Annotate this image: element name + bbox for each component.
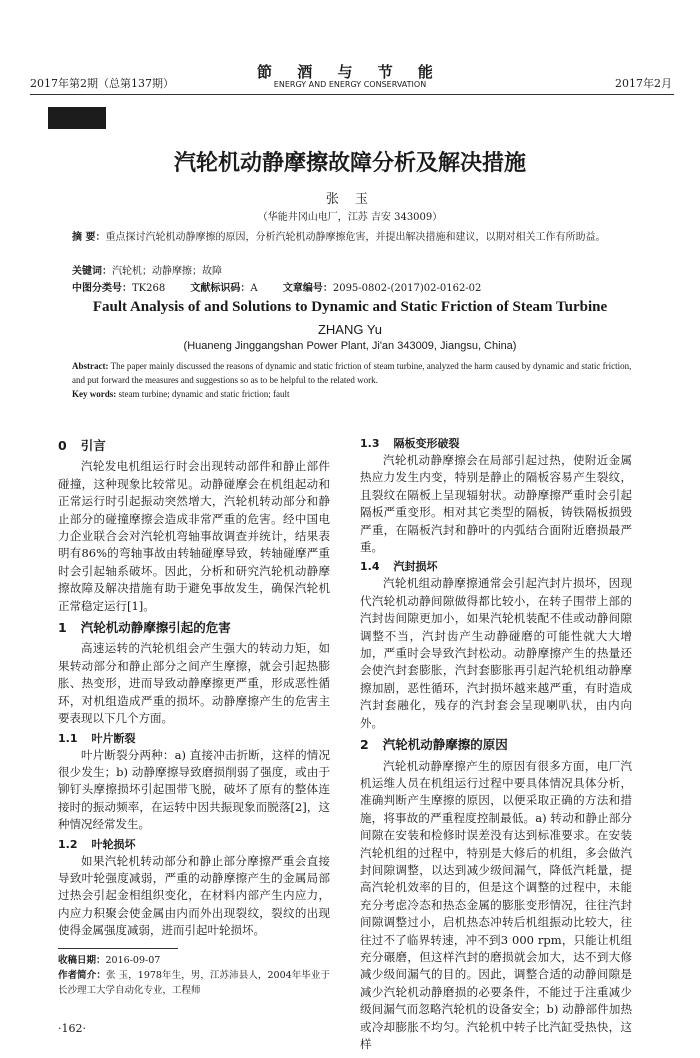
paragraph: 叶片断裂分两种：a) 直接冲击折断，这样的情况很少发生；b) 动静摩擦导致磨损削弱了强度，或由于铆钉头摩擦损坏引起围带飞脱，破坏了原有的整体连接时的振动频率，在运转中因共振现象而脱落[2]，这种情况经常发生。: [58, 747, 330, 832]
header-rule: [30, 94, 674, 95]
subsection-heading-1-3: 1.3 隔板变形破裂: [360, 437, 460, 450]
paragraph: 汽轮发电机组运行时会出现转动部件和静止部件碰撞，这种现象比较常见。动静碰摩会在机组起动和正常运行时引起振动突然增大，汽轮机转动部分和静止部分的碰撞摩擦会造成非常严重的危害。经中国电力企业联合会对汽轮机弯轴事故调查并统计，结果表明有86%的弯轴事故由转轴碰摩导致，转轴碰摩严重时会引起轴系破坏。因此，分析和研究汽轮机动静摩擦故障及解决措施有助于避免事故发生，确保汽轮机正常稳定运行[1]。: [58, 459, 330, 613]
journal-logo-cn: 節 酒 与 节 能: [257, 63, 443, 81]
abstract-label: 摘 要：: [72, 232, 106, 243]
paragraph: 如果汽轮机转动部分和静止部分摩擦严重会直接导致叶轮强度减弱，严重的动静摩擦产生的金属局部过热会引起金相组织变化，在材料内部产生内应力，内应力积聚会使金属由内而外出现裂纹，裂纹的出现使得金属强度减弱，进而引起叶轮损坏。: [58, 853, 330, 938]
paragraph: 汽轮机动静摩擦会在局部引起过热，使附近金属热应力发生内变，特别是静止的隔板容易产生裂纹，且裂纹在隔板上呈现辐射状。动静摩擦严重时会引起隔板严重变形。相对其它类型的隔板，铸铁隔板损毁严重，在隔板汽封和静叶的内弧结合面附近磨损最严重。: [360, 453, 632, 555]
affiliation-en: (Huaneng Jinggangshan Power Plant, Ji'an 343009, Jiangsu, China): [183, 340, 517, 352]
article-no-value: 2095-0802-(2017)02-0162-02: [332, 283, 482, 294]
page-number: ·162·: [58, 1022, 86, 1035]
section-heading-0: 0 引言: [58, 438, 106, 453]
keywords-text-cn: 汽轮机；动静摩擦；故障: [112, 266, 222, 277]
subsection-heading-1-4: 1.4 汽封损坏: [360, 560, 438, 574]
abstract-text-en: The paper mainly discussed the reasons of dynamic and static friction of steam turbine, analyzed the harm caused by dynamic and static friction, and put forward the measures and suggestions so as to be helpful to the related work.: [72, 361, 632, 385]
section-heading-2: 2 汽轮机动静摩擦的原因: [360, 737, 508, 753]
footnote-received: 收稿日期：2016-09-07: [58, 954, 161, 966]
doc-code-label: 文献标识码：: [190, 283, 251, 294]
article-title-en: Fault Analysis of and Solutions to Dynamic and Static Friction of Steam Turbine: [92, 299, 608, 315]
section-heading-1: 1 汽轮机动静摩擦引起的危害: [58, 620, 231, 636]
subsection-heading-1-2: 1.2 叶轮损坏: [58, 837, 136, 851]
paragraph: 汽轮机动静摩擦产生的原因有很多方面，电厂汽机运维人员在机组运行过程中要具体情况具体分析，准确判断产生摩擦的原因，以便采取正确的方法和措施，将事故的严重程度控制最低。a) 转动和静止部分间隙在安装和检修时误差没有达到标准要求。在安装汽轮机组的过程中，特别是大修后的机组，多会做汽封间隙调整，以达到减少级间漏气，降低汽耗量，提高汽轮机效率的目的，但是这个调整的过程中，未能充分考虑冷态和热态金属的膨胀变形情况，往往汽封间隙调整过小，启机热态冲转后机组振动比较大，往往过不了临界转速，冲不到3 000 rpm，只能让机组充分碾磨，但这样汽封的磨损就会加大，达不到大修减少级间漏气的目的。因此，调整合适的动静间隙是减少汽轮机动静磨损的必要条件，不能过于注重减少级间漏气而忽略汽轮机的设备安全；b) 动静部件加热或冷却膨胀不均匀。汽轮机中转子比汽缸受热快，这样: [360, 758, 632, 1051]
journal-name-en: ENERGY AND ENERGY CONSERVATION: [273, 80, 427, 89]
abstract-text-cn: 重点探讨汽轮机动静摩擦的原因，分析汽轮机动静摩擦危害，并提出解决措施和建议，以期对相关工作有所助益。: [105, 232, 606, 243]
keywords-en: [72, 389, 632, 399]
section-marker-block: [48, 107, 106, 129]
keywords-cn: [72, 262, 632, 277]
footnote-rule: [58, 948, 178, 949]
abstract-cn: [72, 230, 632, 245]
author-en: ZHANG Yu: [317, 322, 383, 337]
abstract-en-label: Abstract:: [72, 361, 109, 371]
body-column-right: [360, 433, 632, 1053]
body-column-left: [58, 433, 330, 998]
abstract-en: [72, 359, 632, 387]
author-cn: 张 玉: [325, 192, 375, 207]
issue-date: 2017年2月: [615, 77, 672, 90]
footnote-bio: 作者简介：张 玉，1978年生，男，江苏沛县人，2004年毕业于长沙理工大学自动化专业，工程师: [58, 969, 330, 996]
keywords-en-label: Key words:: [72, 389, 117, 399]
article-title-cn: 汽轮机动静摩擦故障分析及解决措施: [173, 151, 526, 176]
keywords-text-en: steam turbine; dynamic and static friction; fault: [118, 389, 290, 399]
issue-info: 2017年第2期（总第137期）: [30, 77, 174, 90]
clc-label: 中图分类号：: [72, 283, 132, 294]
clc-value: TK268: [132, 283, 166, 294]
classification-line: [72, 279, 632, 294]
article-no-label: 文章编号：: [282, 283, 333, 294]
paragraph: 汽轮机组动静摩擦通常会引起汽封片损坏，因现代汽轮机动静间隙做得都比较小，在转子围带上部的汽封齿间隙更加小，如果汽轮机装配不佳或动静间隙调整不当，汽封齿产生动静碰磨的可能性就大大增加，严重时会导致汽封松动。动静摩擦产生的热量还会使汽封套膨胀，汽封套膨胀再引起汽轮机组动静摩擦加剧，恶性循环，汽封损坏越来越严重，有时造成汽封套融化，残存的汽封套会呈现喇叭状，由内向外。: [360, 576, 632, 730]
doc-code-value: A: [250, 283, 258, 294]
keywords-label: 关键词：: [72, 266, 112, 277]
affiliation-cn: （华能井冈山电厂，江苏 吉安 343009）: [257, 212, 443, 223]
paragraph: 高速运转的汽轮机组会产生强大的转动力矩，如果转动部分和静止部分之间产生摩擦，就会引起热膨胀、热变形，进而导致动静摩擦更严重，形成恶性循环，对机组造成严重的损坏。动静摩擦产生的危害主要表现以下几个方面。: [58, 641, 330, 726]
subsection-heading-1-1: 1.1 叶片断裂: [58, 731, 136, 745]
